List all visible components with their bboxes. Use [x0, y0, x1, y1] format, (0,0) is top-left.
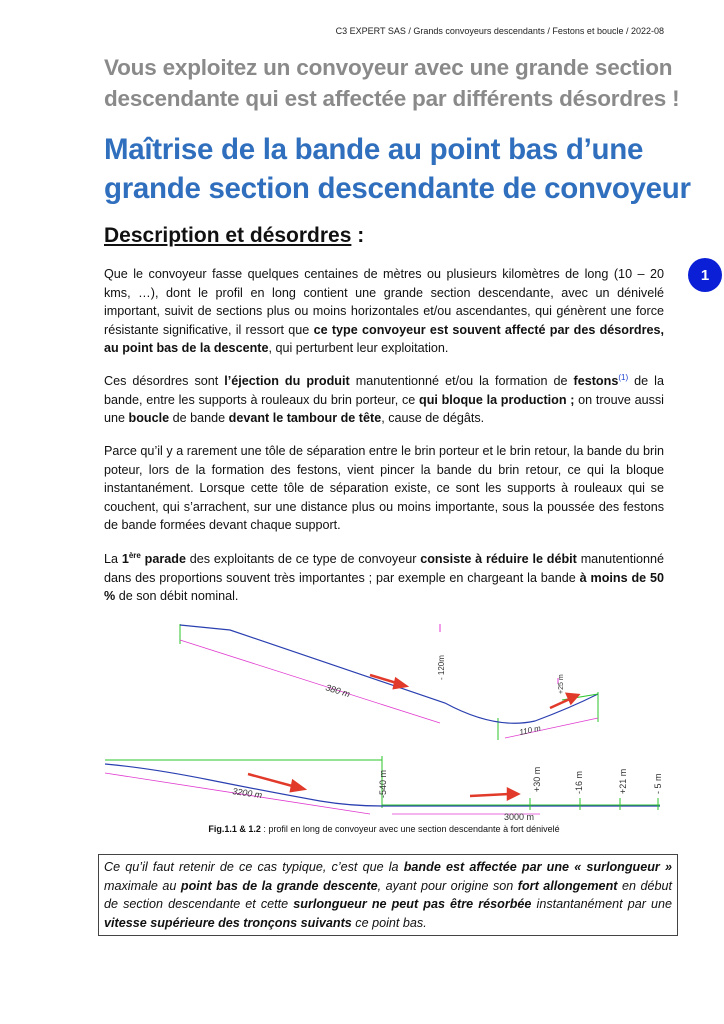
box-bold-j: vitesse supérieure des tronçons suivants	[104, 915, 352, 930]
p2-text-g: on trouve aussi une	[104, 392, 664, 425]
p4-bold-e: consiste à réduire le débit	[420, 552, 577, 566]
lead-statement: Vous exploitez un convoyeur avec une grande section descendante qui est affectée par différents désordres !	[104, 55, 680, 111]
fig1-label-380m: 380 m	[324, 682, 352, 700]
p4-bold-g: à moins de 50 %	[104, 570, 665, 603]
p2-text-a: Ces désordres sont	[104, 374, 225, 388]
box-text-e: , ayant pour origine son	[377, 878, 518, 893]
section-heading-text: Description et désordres	[104, 224, 352, 247]
fig2-label-minus540m: -540 m	[378, 769, 388, 798]
fig2-label-plus30m: +30 m	[532, 766, 542, 792]
p2-bold-j: devant le tambour de tête	[228, 411, 382, 425]
box-text-k: ce point bas.	[351, 915, 427, 930]
fig2-label-3200m: 3200 m	[231, 786, 263, 801]
figure-caption	[104, 824, 664, 834]
box-bold-f: fort allongement	[517, 878, 618, 893]
p2-bold-b: l’éjection du produit	[224, 374, 350, 388]
box-text-g: en début de section descendante et cette	[104, 878, 672, 911]
fig1-label-plus25m: +25 m	[558, 674, 565, 694]
p2-text-i: de bande	[169, 411, 229, 425]
box-text-c: maximale au	[104, 878, 181, 893]
section-heading-colon: :	[351, 224, 365, 247]
box-bold-h: surlongueur ne peut pas être résorbée	[293, 897, 532, 911]
fig1-label-minus120m: - 120m	[437, 655, 446, 680]
box-bold-d: point bas de la grande descente	[180, 878, 378, 893]
p2-text-k: , cause de dégâts.	[381, 411, 485, 425]
p2-text-c: manutentionné et/ou la formation de	[349, 374, 574, 388]
paragraph-4	[104, 550, 664, 606]
page-number-badge: 1	[688, 258, 722, 292]
footnote-ref-1[interactable]: (1)	[618, 372, 629, 382]
fig1-belt-profile	[180, 625, 598, 723]
p4-bold-c: parade	[140, 552, 186, 566]
running-header: C3 EXPERT SAS / Grands convoyeurs descendants / Festons et boucle / 2022-08	[335, 26, 664, 36]
p1-text-c: , qui perturbent leur exploitation.	[268, 341, 449, 355]
p2-bold-f: qui bloque la production ;	[419, 392, 575, 407]
section-heading	[104, 224, 364, 248]
figure-1-1	[180, 624, 598, 740]
fig2-label-minus16m: -16 m	[574, 770, 584, 794]
paragraph-3: Parce qu’il y a rarement une tôle de séparation entre le brin porteur et le brin retour, la bande du brin poteur, lors de la formation des festons, vient pincer la bande du brin retour, ce qui la bloque instantanément. Lorsque cette tôle de séparation existe, ce sont les supports à rouleaux qui se couchent, qui s’arrachent, sur une distance plus ou moins importante, sous la poussée des festons de bande formées devant chaque support.	[104, 444, 664, 532]
fig2-label-plus21m: +21 m	[618, 768, 628, 794]
box-bold-b: bande est affectée par une « surlongueur »	[403, 860, 672, 874]
caption-text: : profil en long de convoyeur avec une section descendante à fort dénivelé	[260, 824, 560, 834]
key-takeaway-box	[98, 854, 678, 936]
p2-bold-h: boucle	[128, 411, 170, 425]
fig1-label-110m: 110 m	[518, 723, 542, 737]
p4-text-d: des exploitants de ce type de convoyeur	[185, 552, 421, 566]
fig2-label-3000m: 3000 m	[504, 812, 535, 822]
p4-text-f: manutentionné dans des proportions souvent très importantes ; par exemple en chargeant la bande	[104, 552, 665, 585]
p4-text-h: de son débit nominal.	[115, 589, 239, 603]
paragraph-2	[104, 372, 664, 428]
figure-1-2	[105, 756, 663, 822]
fig1-arrow-descent	[370, 675, 406, 688]
p1-text-a: Que le convoyeur fasse quelques centaines de mètres ou plusieurs kilomètres de long (10 – 20 kms, …), dont le profil en long contient une grande section descendante, avec un dénivelé important, suivit de sections plus ou moins horizontales et/ou ascendantes, qui génèrent une force résistante significative, il ressort que	[104, 267, 664, 337]
p2-text-e: de la bande, entre les supports à rouleaux du brin porteur, ce	[104, 374, 664, 407]
box-text-a: Ce qu’il faut retenir de ce cas typique, c’est que la	[104, 860, 404, 874]
page-title: Maîtrise de la bande au point bas d’une grande section descendante de convoyeur	[104, 133, 691, 205]
paragraph-1	[104, 265, 664, 358]
box-text-i: instantanément par une	[531, 897, 673, 911]
conveyor-profile-figure	[100, 618, 680, 848]
p4-sup: ère	[128, 550, 141, 560]
fig2-arrow-flat	[470, 789, 518, 799]
p4-bold-b: 1	[121, 552, 129, 566]
caption-label: Fig.1.1 & 1.2	[208, 824, 261, 834]
p2-bold-d: festons	[573, 374, 619, 388]
p4-text-a: La	[104, 552, 122, 566]
fig2-label-minus5m: - 5 m	[653, 773, 663, 794]
p1-bold-b: ce type convoyeur est souvent affecté par des désordres, au point bas de la descente	[104, 322, 664, 355]
